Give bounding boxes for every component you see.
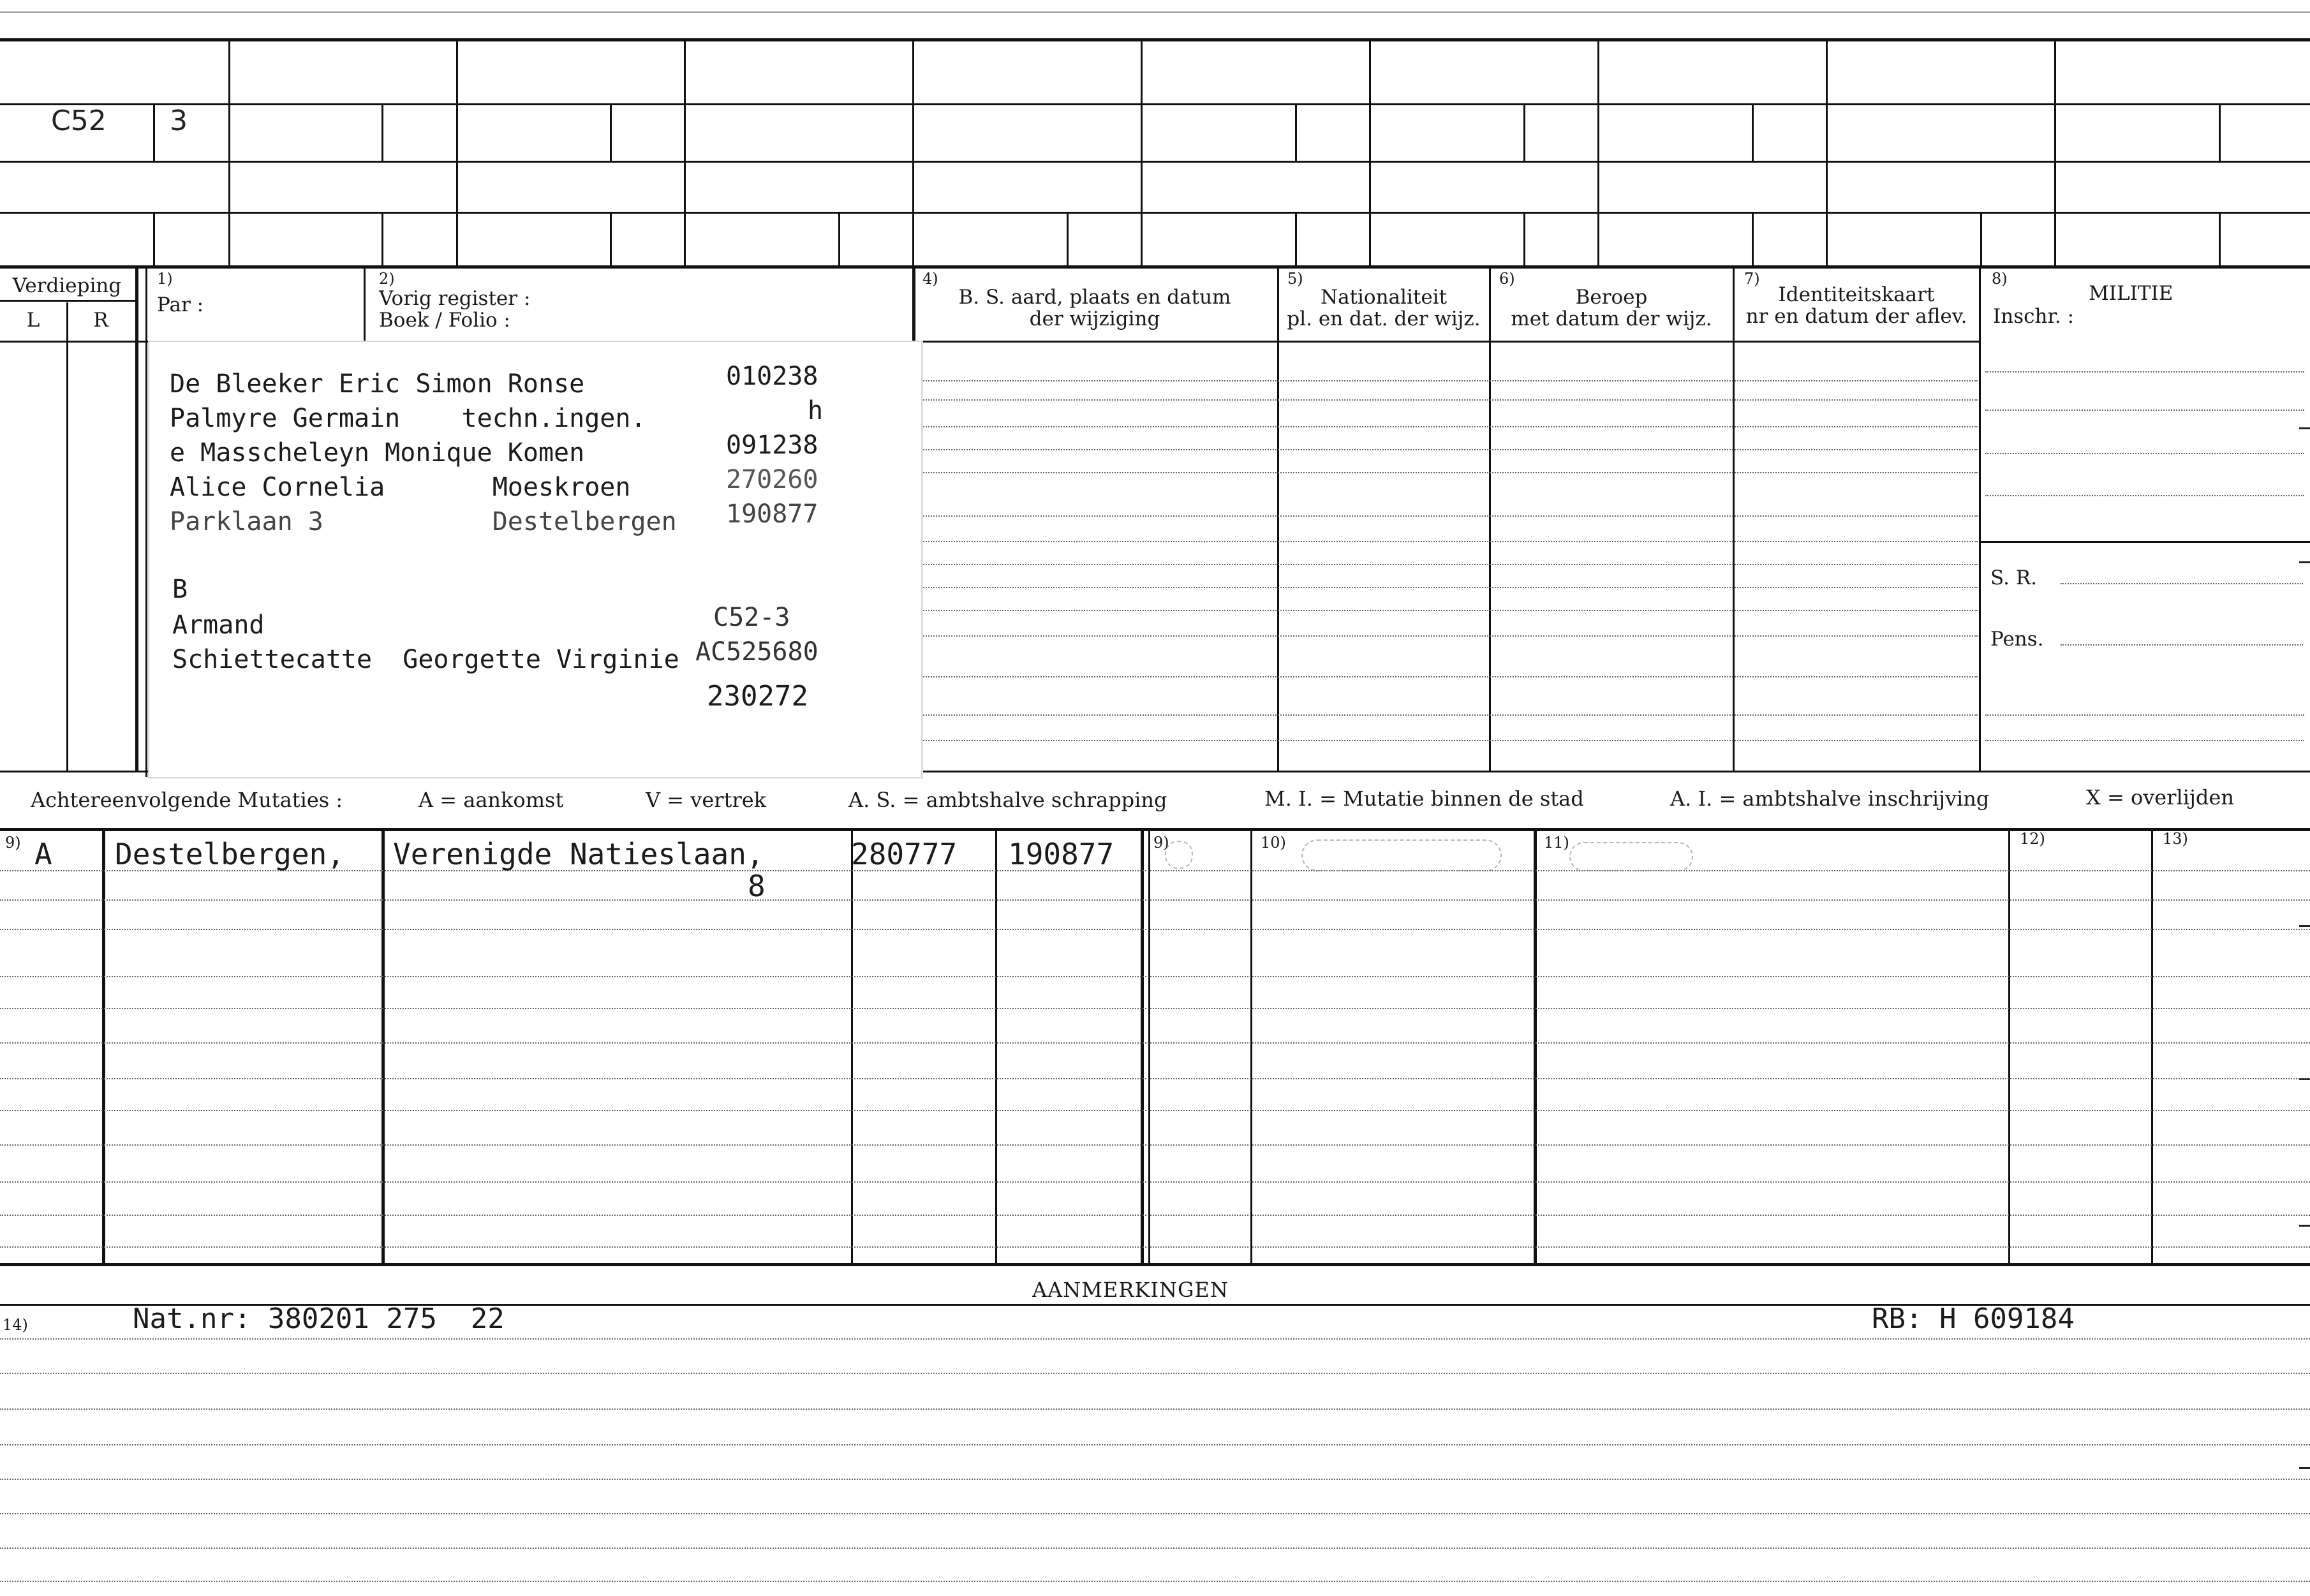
mutation-place: Destelbergen, — [115, 837, 345, 871]
card-line-4-right: 270260 — [726, 465, 818, 494]
top-edge-line — [0, 11, 2310, 13]
remarks-rb: RB: H 609184 — [1872, 1303, 2075, 1335]
legend-x: X = overlijden — [2086, 785, 2234, 809]
nationaliteit-label-1: Nationaliteit — [1320, 286, 1447, 309]
card-spouse-id: AC525680 — [695, 637, 818, 667]
card-spouse-code: C52-3 — [713, 603, 790, 632]
card-line-2-right: h — [808, 396, 824, 425]
mutation-type: A — [34, 837, 52, 871]
mutation-house-number: 8 — [748, 869, 766, 903]
boek-folio-label: Boek / Folio : — [379, 309, 510, 332]
card-line-5-right: 190877 — [726, 499, 818, 529]
legend-mi: M. I. = Mutatie binnen de stad — [1264, 787, 1584, 811]
legend-as: A. S. = ambtshalve schrapping — [848, 788, 1167, 812]
card-spouse-marker: B — [172, 575, 188, 604]
card-line-3-right: 091238 — [726, 431, 818, 460]
card-line-2-left: Palmyre Germain techn.ingen. — [170, 404, 646, 433]
beroep-label-1: Beroep — [1575, 286, 1648, 309]
remarks-nat-nr: Nat.nr: 380201 275 22 — [133, 1303, 505, 1335]
legend-a: A = aankomst — [418, 788, 564, 812]
ink-smudge-3 — [1165, 841, 1193, 869]
card-line-1-left: De Bleeker Eric Simon Ronse — [170, 369, 585, 399]
nationaliteit-label-2: pl. en dat. der wijz. — [1287, 307, 1481, 330]
mutaties-title: Achtereenvolgende Mutaties : — [31, 788, 343, 812]
top-grid-code: C52 — [51, 105, 107, 137]
legend-ai: A. I. = ambtshalve inschrijving — [1670, 787, 1990, 811]
bs-label-1: B. S. aard, plaats en datum — [958, 286, 1231, 309]
par-label: Par : — [157, 293, 204, 316]
mutation-date-arrival: 280777 — [851, 837, 958, 871]
top-grid-number: 3 — [170, 105, 188, 137]
card-line-3-left: e Masscheleyn Monique Komen — [170, 438, 585, 468]
ink-smudge-1 — [1301, 839, 1502, 871]
militie-label: MILITIE — [2089, 282, 2173, 305]
card-line-5-left: Parklaan 3 Destelbergen — [170, 507, 677, 536]
vorig-register-label: Vorig register : — [379, 287, 531, 310]
beroep-label-2: met datum der wijz. — [1511, 307, 1712, 330]
pens-label: Pens. — [1990, 628, 2044, 651]
card-spouse-first-name: Armand — [172, 610, 265, 640]
legend-v: V = vertrek — [646, 788, 767, 812]
card-spouse-name: Schiettecatte Georgette Virginie — [172, 645, 679, 674]
card-spouse-date: 230272 — [707, 680, 808, 713]
mutation-street: Verenigde Natieslaan, — [393, 837, 764, 871]
ink-smudge-2 — [1569, 842, 1693, 871]
r-label: R — [93, 309, 108, 332]
identiteitskaart-label-2: nr en datum der aflev. — [1745, 305, 1967, 328]
card-line-1-right: 010238 — [726, 362, 818, 391]
remarks-title: AANMERKINGEN — [1032, 1278, 1229, 1302]
verdieping-label: Verdieping — [12, 274, 122, 297]
card-line-4-left: Alice Cornelia Moeskroen — [170, 473, 631, 502]
inschr-label: Inschr. : — [1993, 305, 2075, 328]
l-label: L — [26, 309, 40, 332]
sr-label: S. R. — [1990, 566, 2038, 589]
identiteitskaart-label-1: Identiteitskaart — [1778, 283, 1935, 306]
mutation-date-registration: 190877 — [1008, 837, 1114, 871]
pasted-person-card — [148, 341, 922, 778]
bs-label-2: der wijziging — [1029, 307, 1160, 330]
